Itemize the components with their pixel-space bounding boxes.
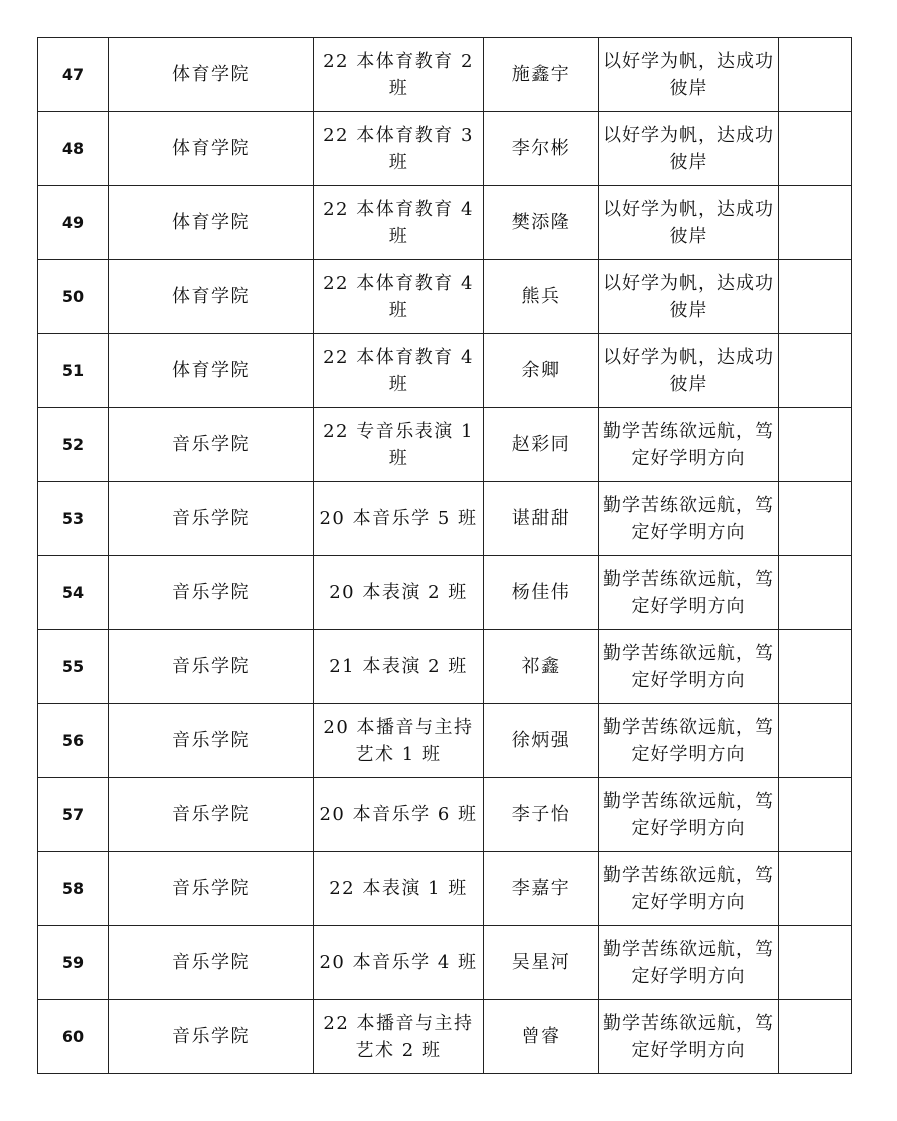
row-number: 52 [38,408,109,482]
student-name-cell: 李尔彬 [484,112,599,186]
motto-cell: 勤学苦练欲远航，笃定好学明方向 [599,556,779,630]
college-cell: 体育学院 [109,112,314,186]
note-cell [779,926,852,1000]
note-cell [779,1000,852,1074]
class-cell: 20 本音乐学 5 班 [314,482,484,556]
class-cell: 22 本表演 1 班 [314,852,484,926]
table-row [38,926,852,1000]
row-number: 53 [38,482,109,556]
motto-cell: 以好学为帆，达成功彼岸 [599,334,779,408]
college-cell: 音乐学院 [109,926,314,1000]
table-row [38,556,852,630]
note-cell [779,704,852,778]
student-name-cell: 李子怡 [484,778,599,852]
table-row [38,852,852,926]
table-row [38,186,852,260]
row-number: 50 [38,260,109,334]
class-cell: 22 本体育教育 4 班 [314,186,484,260]
table-row [38,630,852,704]
row-number: 60 [38,1000,109,1074]
college-cell: 体育学院 [109,186,314,260]
motto-cell: 以好学为帆，达成功彼岸 [599,38,779,112]
note-cell [779,186,852,260]
student-name-cell: 施鑫宇 [484,38,599,112]
motto-cell: 勤学苦练欲远航，笃定好学明方向 [599,1000,779,1074]
row-number: 49 [38,186,109,260]
class-cell: 20 本音乐学 4 班 [314,926,484,1000]
table-row [38,704,852,778]
motto-cell: 勤学苦练欲远航，笃定好学明方向 [599,630,779,704]
motto-cell: 以好学为帆，达成功彼岸 [599,260,779,334]
student-name-cell: 祁鑫 [484,630,599,704]
class-cell: 22 专音乐表演 1 班 [314,408,484,482]
motto-cell: 勤学苦练欲远航，笃定好学明方向 [599,482,779,556]
motto-cell: 勤学苦练欲远航，笃定好学明方向 [599,778,779,852]
row-number: 47 [38,38,109,112]
class-cell: 22 本体育教育 3 班 [314,112,484,186]
motto-cell: 以好学为帆，达成功彼岸 [599,186,779,260]
class-cell: 20 本表演 2 班 [314,556,484,630]
note-cell [779,112,852,186]
note-cell [779,408,852,482]
row-number: 55 [38,630,109,704]
table-row [38,260,852,334]
note-cell [779,482,852,556]
college-cell: 音乐学院 [109,556,314,630]
note-cell [779,38,852,112]
row-number: 59 [38,926,109,1000]
row-number: 56 [38,704,109,778]
college-cell: 体育学院 [109,334,314,408]
table-row [38,778,852,852]
class-cell: 20 本播音与主持艺术 1 班 [314,704,484,778]
table-row [38,334,852,408]
table-row [38,1000,852,1074]
college-cell: 体育学院 [109,38,314,112]
table-row [38,38,852,112]
note-cell [779,334,852,408]
college-cell: 音乐学院 [109,778,314,852]
student-name-cell: 徐炳强 [484,704,599,778]
student-name-cell: 吴星河 [484,926,599,1000]
note-cell [779,852,852,926]
student-name-cell: 熊兵 [484,260,599,334]
college-cell: 音乐学院 [109,482,314,556]
roster-table [37,37,852,1074]
row-number: 48 [38,112,109,186]
motto-cell: 勤学苦练欲远航，笃定好学明方向 [599,408,779,482]
college-cell: 体育学院 [109,260,314,334]
student-name-cell: 余卿 [484,334,599,408]
student-name-cell: 谌甜甜 [484,482,599,556]
row-number: 54 [38,556,109,630]
motto-cell: 勤学苦练欲远航，笃定好学明方向 [599,852,779,926]
row-number: 51 [38,334,109,408]
student-name-cell: 李嘉宇 [484,852,599,926]
class-cell: 20 本音乐学 6 班 [314,778,484,852]
class-cell: 22 本体育教育 4 班 [314,334,484,408]
college-cell: 音乐学院 [109,630,314,704]
college-cell: 音乐学院 [109,704,314,778]
student-name-cell: 赵彩同 [484,408,599,482]
student-name-cell: 杨佳伟 [484,556,599,630]
note-cell [779,630,852,704]
motto-cell: 以好学为帆，达成功彼岸 [599,112,779,186]
row-number: 57 [38,778,109,852]
class-cell: 22 本播音与主持艺术 2 班 [314,1000,484,1074]
class-cell: 21 本表演 2 班 [314,630,484,704]
note-cell [779,556,852,630]
student-name-cell: 曾睿 [484,1000,599,1074]
table-row [38,482,852,556]
motto-cell: 勤学苦练欲远航，笃定好学明方向 [599,704,779,778]
college-cell: 音乐学院 [109,852,314,926]
row-number: 58 [38,852,109,926]
note-cell [779,778,852,852]
college-cell: 音乐学院 [109,408,314,482]
table-row [38,112,852,186]
class-cell: 22 本体育教育 4 班 [314,260,484,334]
class-cell: 22 本体育教育 2 班 [314,38,484,112]
table-row [38,408,852,482]
roster-table-body [38,38,852,1074]
note-cell [779,260,852,334]
roster-sheet [37,37,851,1074]
student-name-cell: 樊添隆 [484,186,599,260]
motto-cell: 勤学苦练欲远航，笃定好学明方向 [599,926,779,1000]
college-cell: 音乐学院 [109,1000,314,1074]
